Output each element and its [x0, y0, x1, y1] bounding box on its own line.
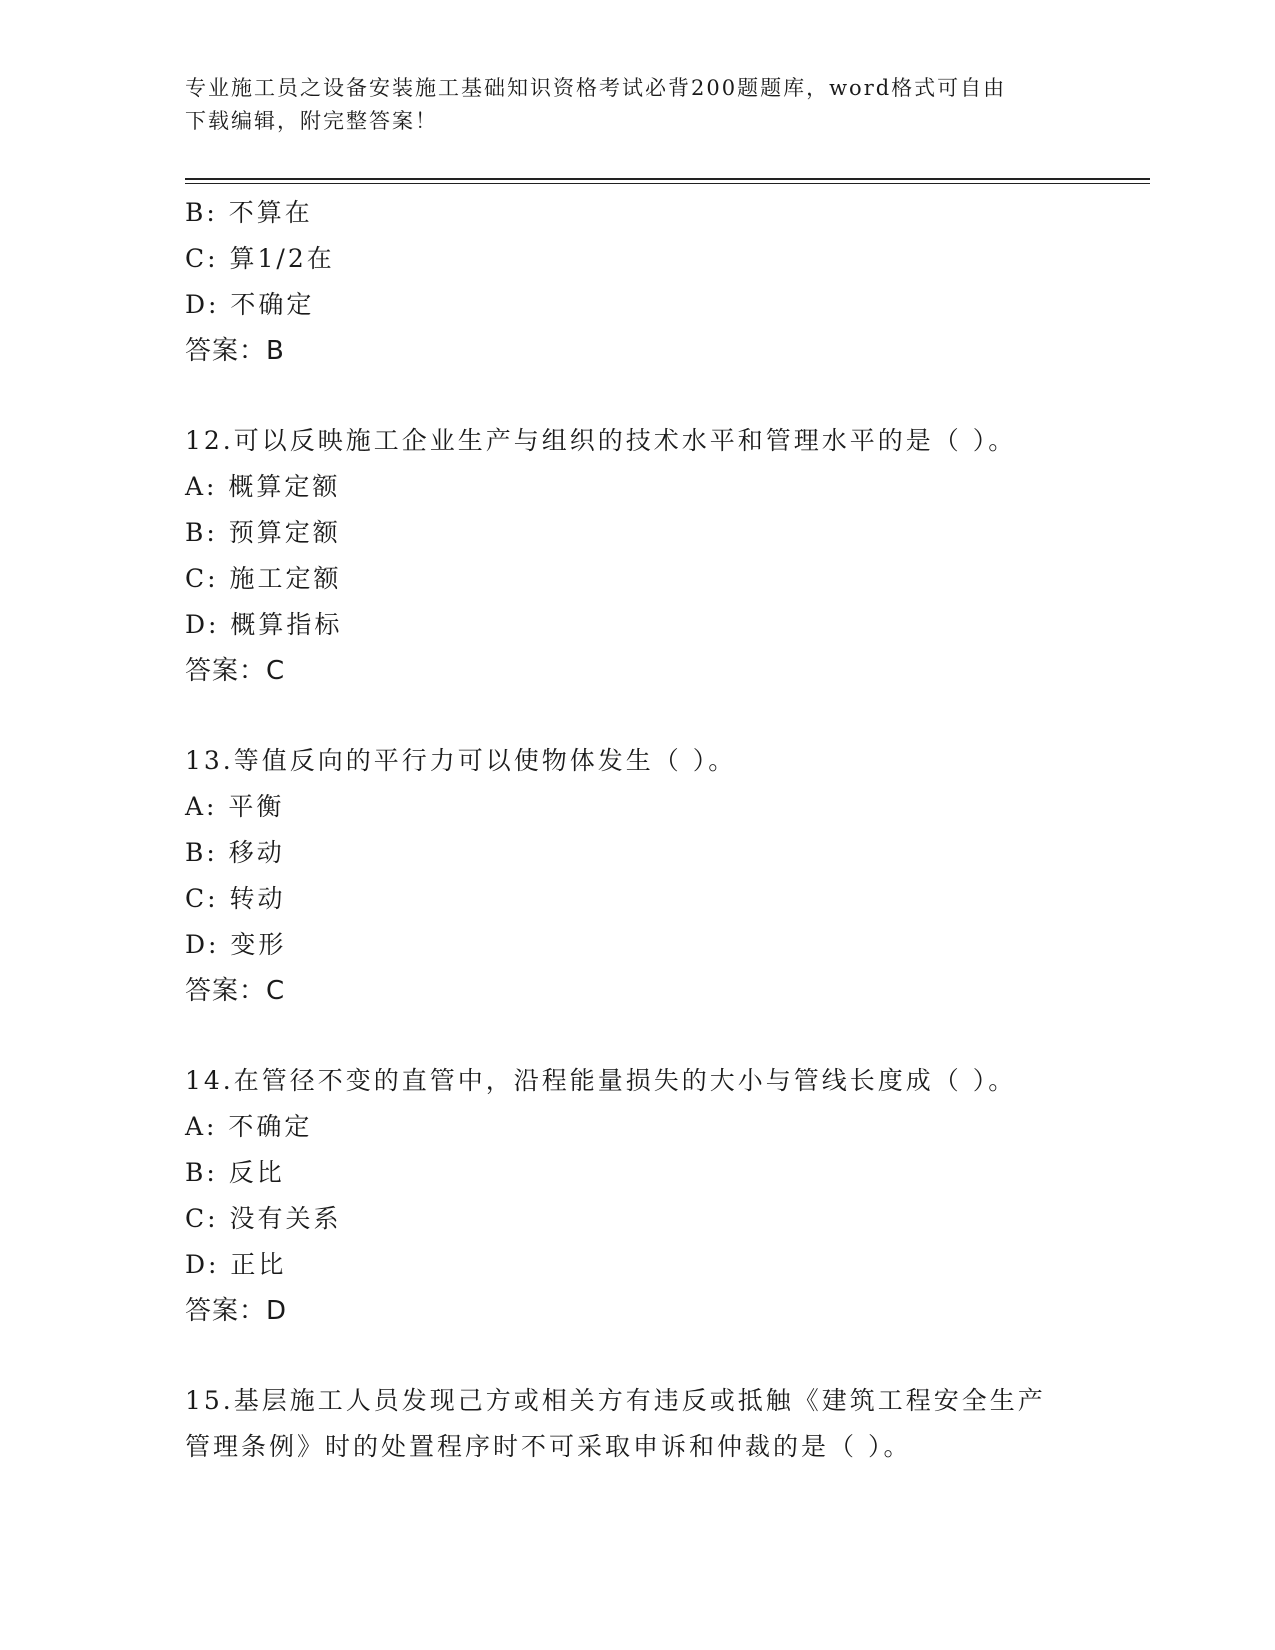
question-text: 15.基层施工人员发现己方或相关方有违反或抵触《建筑工程安全生产管理条例》时的处置程序时不可采取申诉和仲裁的是（ ）。	[185, 1386, 1046, 1461]
option-c: C: 没有关系	[185, 1204, 342, 1233]
option-d: D: 不确定	[185, 290, 315, 319]
question-text: 13.等值反向的平行力可以使物体发生（ ）。	[185, 746, 737, 775]
question-text: 12.可以反映施工企业生产与组织的技术水平和管理水平的是（ ）。	[185, 426, 1017, 455]
option-a: A: 概算定额	[185, 472, 341, 501]
answer: 答案：C	[185, 976, 286, 1006]
question-13	[185, 738, 1105, 1014]
header-divider-thick	[185, 178, 1150, 180]
answer: 答案：C	[185, 656, 286, 686]
question-14	[185, 1058, 1105, 1334]
option-d: D: 正比	[185, 1250, 287, 1279]
option-b: B: 预算定额	[185, 518, 341, 547]
question-12	[185, 418, 1105, 694]
option-c: C: 算1/2在	[185, 244, 335, 273]
question-text: 14.在管径不变的直管中，沿程能量损失的大小与管线长度成（ ）。	[185, 1066, 1017, 1095]
question-15	[185, 1378, 1105, 1470]
option-c: C: 施工定额	[185, 564, 342, 593]
header-line-2: 下载编辑，附完整答案！	[185, 109, 438, 133]
answer: 答案：D	[185, 1296, 288, 1326]
option-c: C: 转动	[185, 884, 286, 913]
option-d: D: 变形	[185, 930, 287, 959]
option-b: B: 移动	[185, 838, 285, 867]
document-header	[185, 72, 1085, 138]
option-d: D: 概算指标	[185, 610, 343, 639]
question-11-tail	[185, 190, 1105, 374]
option-a: A: 平衡	[185, 792, 285, 821]
question-list	[185, 190, 1105, 1470]
answer: 答案：B	[185, 336, 285, 366]
option-b: B: 不算在	[185, 198, 313, 227]
option-a: A: 不确定	[185, 1112, 313, 1141]
option-b: B: 反比	[185, 1158, 285, 1187]
header-divider-thin	[185, 183, 1150, 184]
header-line-1: 专业施工员之设备安装施工基础知识资格考试必背200题题库，word格式可自由	[185, 76, 1007, 100]
